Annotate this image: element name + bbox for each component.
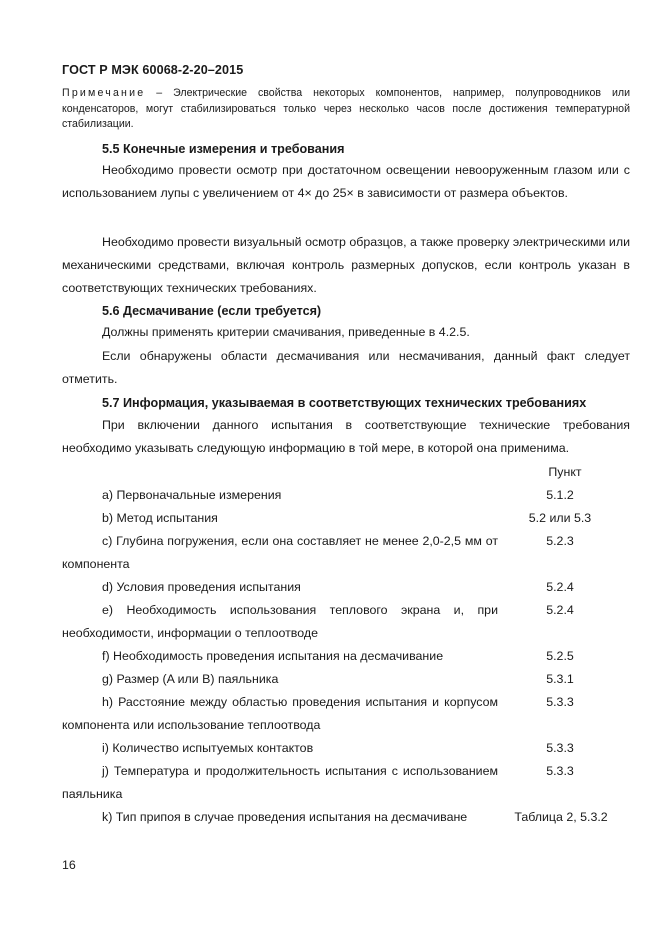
list-item-ref: 5.3.3 xyxy=(546,764,574,778)
list-item-ref: 5.3.1 xyxy=(546,672,574,686)
section-5-7-paragraph-1: При включении данного испытания в соответствующие технические требования необходимо указывать следующую информацию в той мере, в которой она применима. xyxy=(62,418,630,455)
page-number: 16 xyxy=(62,858,76,872)
list-item-ref: 5.2.5 xyxy=(546,649,574,663)
standard-header: ГОСТ Р МЭК 60068-2-20–2015 xyxy=(62,63,244,77)
list-item-text: g) Размер (A или B) паяльника xyxy=(102,672,279,686)
list-item-ref: 5.2.3 xyxy=(546,534,574,548)
list-item-text: h) Расстояние между областью проведения испытания и корпусом компонента или использование теплоотвода xyxy=(62,695,498,732)
list-item-ref: 5.3.3 xyxy=(546,741,574,755)
list-item-text: k) Тип припоя в случае проведения испытания на десмачиване xyxy=(102,810,468,824)
note-label: Примечание xyxy=(62,87,146,99)
list-item-text: a) Первоначальные измерения xyxy=(102,488,282,502)
note-text: – Электрические свойства некоторых компонентов, например, полупроводников или конденсаторов, могут стабилизироваться только через несколько часов после достижения температурной стабилизации. xyxy=(62,87,630,131)
list-item-text: d) Условия проведения испытания xyxy=(102,580,301,594)
list-item-ref: 5.2 или 5.3 xyxy=(528,511,592,525)
list-item-ref: 5.1.2 xyxy=(546,488,574,502)
list-item-ref: 5.2.4 xyxy=(546,603,574,617)
section-5-5-paragraph-1: Необходимо провести осмотр при достаточном освещении невооруженным глазом или с использованием лупы с увеличением от 4× до 25× в зависимости от размера объектов. xyxy=(62,163,630,200)
list-item-text: c) Глубина погружения, если она составляет не менее 2,0-2,5 мм от компонента xyxy=(62,534,498,571)
list-item-text: b) Метод испытания xyxy=(102,511,218,525)
column-header-clause: Пункт xyxy=(548,465,582,479)
section-5-7-heading: 5.7 Информация, указываемая в соответствующих технических требованиях xyxy=(102,396,587,410)
list-item-ref: 5.3.3 xyxy=(546,695,574,709)
section-5-5-paragraph-2: Необходимо провести визуальный осмотр образцов, а также проверку электрическими или механическими средствами, включая контроль размерных допусков, если контроль указан в соответствующих технических требованиях. xyxy=(62,235,630,295)
list-item-ref: Таблица 2, 5.3.2 xyxy=(514,810,608,824)
section-5-6-heading: 5.6 Десмачивание (если требуется) xyxy=(102,304,322,318)
section-5-5-heading: 5.5 Конечные измерения и требования xyxy=(102,142,345,156)
list-item-text: f) Необходимость проведения испытания на десмачивание xyxy=(102,649,444,663)
list-item-text: i) Количество испытуемых контактов xyxy=(102,741,314,755)
note-block xyxy=(62,86,630,133)
section-5-6-paragraph-2: Если обнаружены области десмачивания или несмачивания, данный факт следует отметить. xyxy=(62,349,630,386)
list-item-ref: 5.2.4 xyxy=(546,580,574,594)
list-item-text: e) Необходимость использования теплового экрана и, при необходимости, информации о теплоотводе xyxy=(62,603,498,640)
list-item-text: j) Температура и продолжительность испытания с использованием паяльника xyxy=(62,764,498,801)
section-5-6-paragraph-1: Должны применять критерии смачивания, приведенные в 4.2.5. xyxy=(102,325,470,339)
